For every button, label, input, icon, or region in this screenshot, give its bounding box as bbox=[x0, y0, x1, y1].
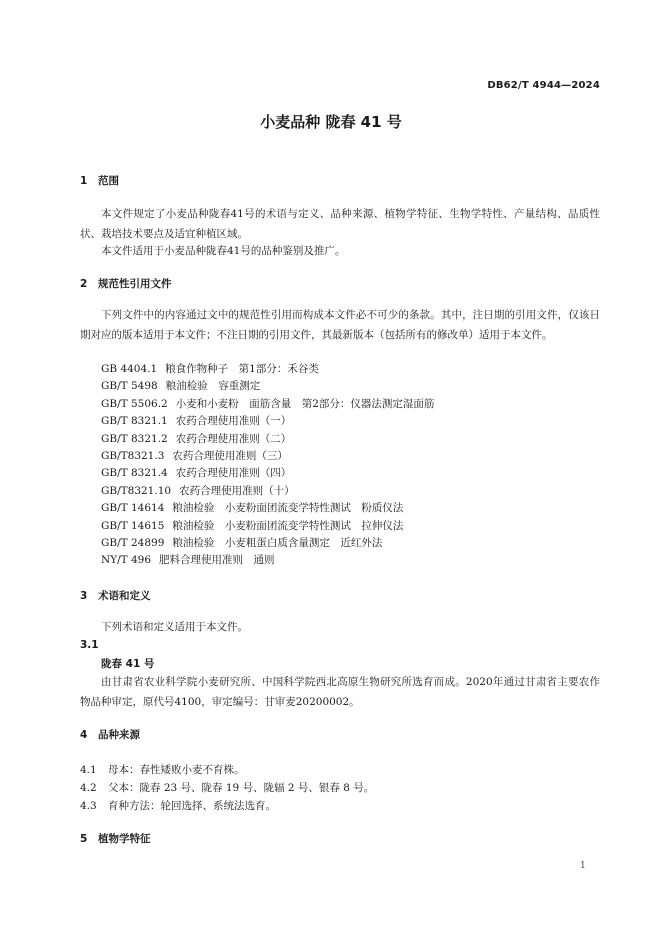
section-number: 5 bbox=[80, 833, 88, 845]
origin-item-male-parent bbox=[80, 781, 374, 795]
section-title: 规范性引用文件 bbox=[98, 278, 172, 290]
section-number: 2 bbox=[80, 278, 88, 290]
origin-item-female-parent bbox=[80, 763, 245, 777]
reference-item bbox=[101, 500, 434, 517]
section-heading-scope bbox=[80, 174, 119, 188]
reference-code: GB/T 14615 bbox=[101, 519, 165, 532]
reference-item bbox=[101, 535, 434, 552]
reference-code: GB/T8321.10 bbox=[101, 484, 172, 497]
item-text: 育种方法：轮回选择、系统法选育。 bbox=[108, 800, 276, 812]
reference-code: GB 4404.1 bbox=[101, 363, 158, 375]
section-number: 1 bbox=[80, 175, 88, 187]
page-number: 1 bbox=[580, 861, 586, 871]
reference-code: GB/T 8321.2 bbox=[101, 432, 168, 445]
item-number: 4.3 bbox=[80, 800, 97, 812]
item-number: 4.1 bbox=[80, 764, 97, 776]
reference-name: 粮油检验 小麦粉面团流变学特性测试 拉伸仪法 bbox=[172, 519, 404, 532]
reference-item bbox=[101, 483, 434, 500]
reference-item bbox=[101, 465, 434, 482]
reference-list bbox=[101, 361, 434, 570]
reference-code: GB/T 5506.2 bbox=[101, 397, 168, 410]
document-title: 小麦品种 陇春 41 号 bbox=[260, 113, 402, 131]
document-code: DB62/T 4944—2024 bbox=[487, 80, 600, 91]
reference-code: GB/T 24899 bbox=[101, 537, 165, 550]
term-definition: 由甘肃省农业科学院小麦研究所、中国科学院西北高原生物研究所选育而成。2020年通过甘肃省主要农作物品种审定，原代号4100，审定编号：甘审麦20200002。 bbox=[80, 676, 600, 708]
reference-name: 农药合理使用准则（一） bbox=[175, 415, 292, 428]
reference-code: GB/T8321.3 bbox=[101, 450, 165, 463]
section-heading-terms bbox=[80, 589, 151, 603]
terms-intro-paragraph: 下列术语和定义适用于本文件。 bbox=[101, 621, 248, 633]
item-number: 4.2 bbox=[80, 782, 97, 794]
scope-paragraph-1: 本文件规定了小麦品种陇春41号的术语与定义、品种来源、植物学特征、生物学特性、产量结构、品质性状、栽培技术要点及适宜种植区域。 bbox=[80, 208, 600, 240]
section-heading-normative-references bbox=[80, 277, 172, 291]
reference-code: GB/T 8321.1 bbox=[101, 415, 168, 428]
reference-item bbox=[101, 431, 434, 448]
item-text: 父本：陇春 23 号、陇春 19 号、陇辐 2 号、银春 8 号。 bbox=[108, 782, 375, 794]
scope-paragraph-2: 本文件适用于小麦品种陇春41号的品种鉴别及推广。 bbox=[101, 245, 346, 257]
reference-code: GB/T 14614 bbox=[101, 502, 165, 515]
reference-name: 肥料合理使用准则 通则 bbox=[159, 554, 275, 567]
reference-name: 粮食作物种子 第1部分：禾谷类 bbox=[165, 363, 319, 375]
item-text: 母本：春性矮败小麦不育株。 bbox=[108, 764, 245, 776]
reference-name: 粮油检验 容重测定 bbox=[165, 380, 261, 393]
reference-item bbox=[101, 448, 434, 465]
references-intro-paragraph: 下列文件中的内容通过文中的规范性引用而构成本文件必不可少的条款。其中，注日期的引用文件，仅该日期对应的版本适用于本文件；不注日期的引用文件，其最新版本（包括所有的修改单）适用于本文件。 bbox=[80, 309, 600, 341]
reference-name: 粮油检验 小麦粉面团流变学特性测试 粉质仪法 bbox=[172, 502, 404, 515]
section-heading-variety-origin bbox=[80, 728, 140, 742]
reference-code: NY/T 496 bbox=[101, 554, 152, 567]
reference-code: GB/T 8321.4 bbox=[101, 467, 168, 480]
section-title: 术语和定义 bbox=[98, 590, 151, 602]
section-heading-botanical-traits bbox=[80, 832, 151, 846]
reference-name: 农药合理使用准则（四） bbox=[175, 467, 292, 480]
section-number: 3 bbox=[80, 590, 88, 602]
section-title: 植物学特征 bbox=[98, 833, 151, 845]
reference-item bbox=[101, 378, 434, 395]
reference-item bbox=[101, 552, 434, 569]
reference-item bbox=[101, 518, 434, 535]
reference-item bbox=[101, 396, 434, 413]
reference-name: 农药合理使用准则（三） bbox=[172, 450, 288, 463]
reference-item bbox=[101, 361, 434, 378]
term-number: 3.1 bbox=[80, 639, 99, 651]
reference-name: 农药合理使用准则（二） bbox=[175, 432, 292, 445]
section-number: 4 bbox=[80, 729, 88, 741]
reference-item bbox=[101, 413, 434, 430]
reference-name: 粮油检验 小麦粗蛋白质含量测定 近红外法 bbox=[172, 537, 383, 550]
term-name: 陇春 41 号 bbox=[101, 658, 155, 670]
section-title: 范围 bbox=[98, 175, 119, 187]
origin-item-breeding-method bbox=[80, 799, 276, 813]
reference-name: 农药合理使用准则（十） bbox=[179, 484, 295, 497]
reference-name: 小麦和小麦粉 面筋含量 第2部分：仪器法测定湿面筋 bbox=[175, 397, 435, 410]
reference-code: GB/T 5498 bbox=[101, 380, 158, 393]
section-title: 品种来源 bbox=[98, 729, 140, 741]
